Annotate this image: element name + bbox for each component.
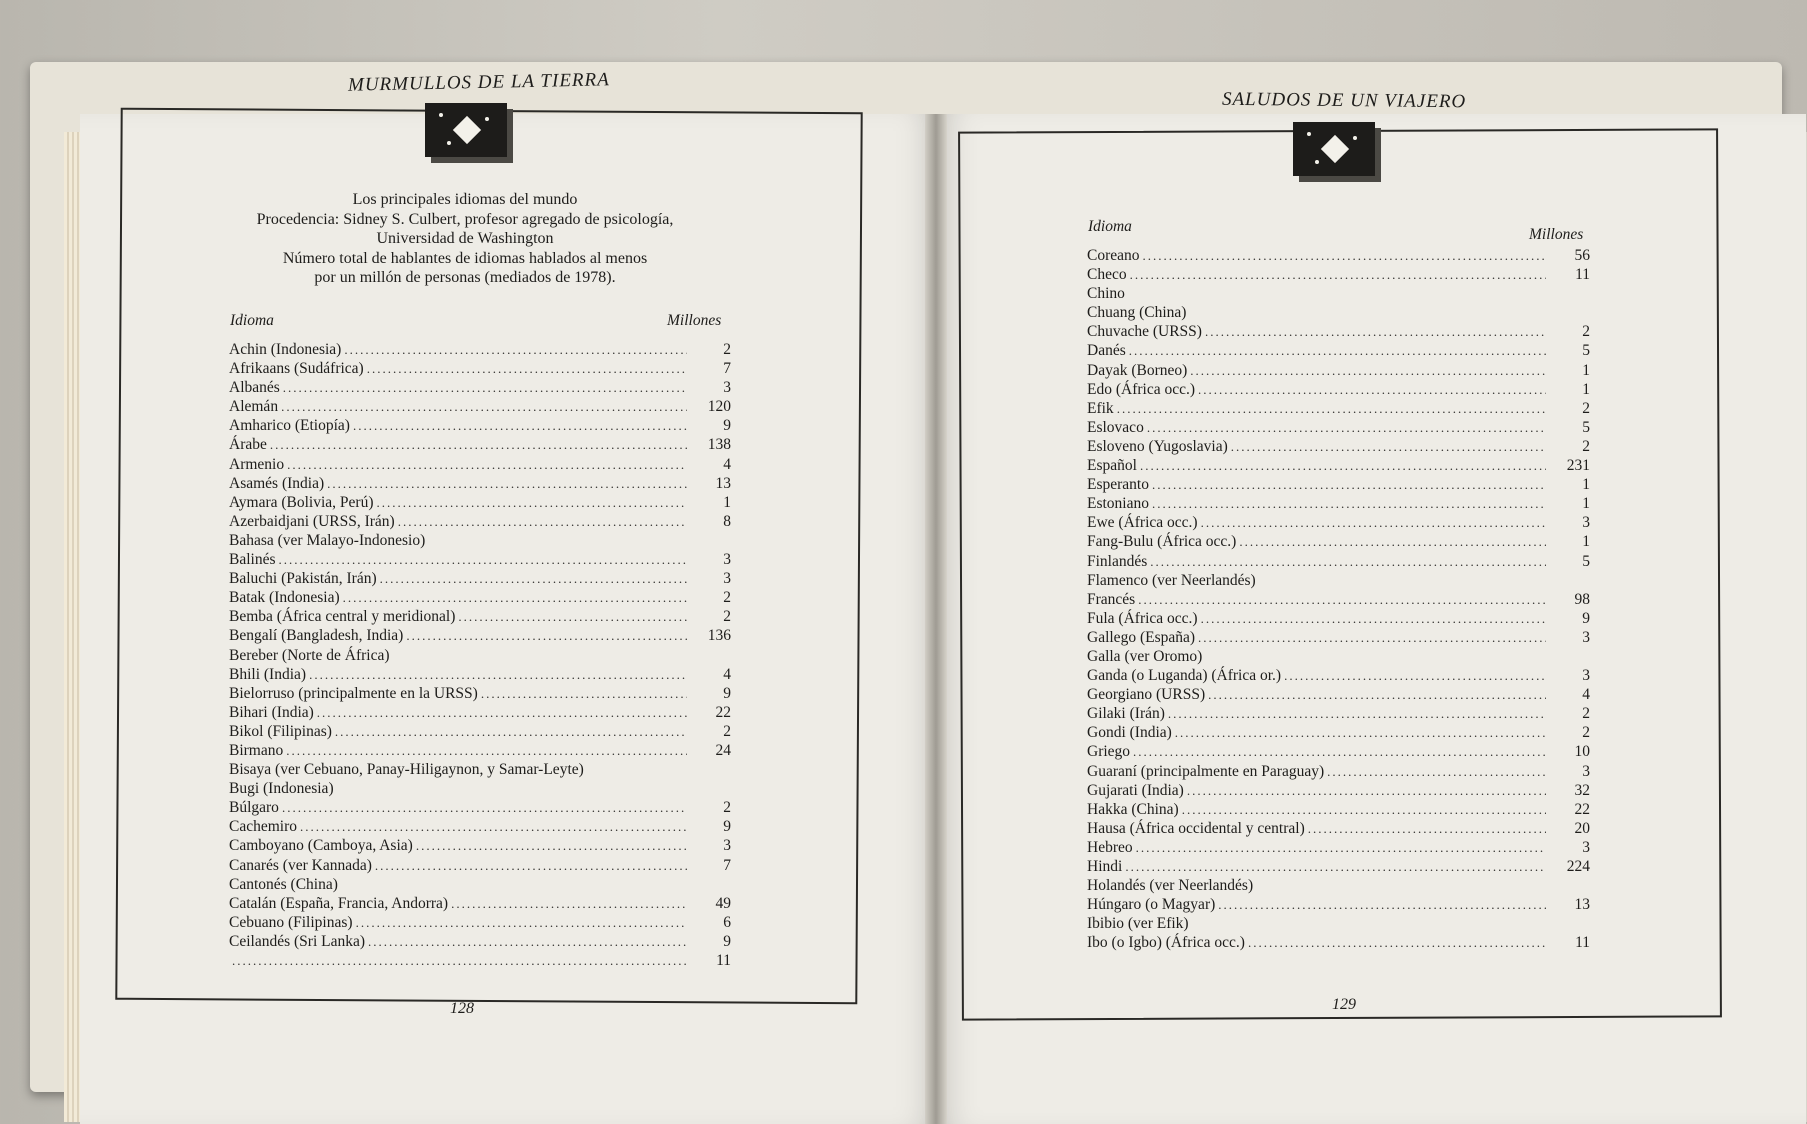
language-entry	[229, 951, 731, 970]
language-name: Bisaya (ver Cebuano, Panay-Hiligaynon, y Samar-Leyte)	[229, 761, 584, 779]
language-entry	[229, 913, 731, 932]
speakers-millions: 4	[1582, 686, 1590, 704]
star-emblem-icon	[1293, 122, 1375, 176]
speakers-millions: 56	[1574, 247, 1590, 264]
speakers-millions: 6	[723, 913, 731, 931]
speakers-millions: 3	[1582, 667, 1590, 685]
dot-leader	[1133, 742, 1546, 761]
speakers-millions: 3	[723, 551, 731, 569]
language-name: Finlandés	[1087, 552, 1148, 570]
right-page-number: 129	[1332, 996, 1356, 1013]
speakers-millions: 24	[715, 741, 731, 759]
language-entry	[229, 836, 731, 855]
language-name: Achin (Indonesia)	[229, 341, 342, 358]
language-name: Esloveno (Yugoslavia)	[1087, 437, 1228, 455]
language-entry	[1087, 895, 1590, 914]
language-name: Asamés (India)	[229, 474, 325, 492]
speakers-millions: 2	[723, 722, 731, 740]
speakers-millions: 49	[715, 894, 731, 912]
language-entry	[1087, 380, 1590, 399]
speakers-millions: 2	[723, 799, 731, 817]
language-name: Ibibio (ver Efik)	[1087, 915, 1189, 933]
language-entry	[229, 760, 731, 779]
language-name: Chino	[1087, 285, 1125, 303]
speakers-millions: 3	[723, 837, 731, 855]
dot-leader	[356, 913, 687, 932]
language-entry	[229, 646, 731, 665]
speakers-millions: 2	[1582, 437, 1590, 455]
language-name: Albanés	[229, 379, 280, 397]
speakers-millions: 224	[1566, 858, 1590, 875]
language-entry	[229, 684, 731, 703]
dot-leader	[406, 626, 687, 645]
dot-leader	[1138, 590, 1546, 609]
language-name: Cebuano (Filipinas)	[229, 913, 353, 931]
language-name: Fula (África occ.)	[1087, 609, 1198, 627]
dot-leader	[232, 951, 687, 970]
speakers-millions: 9	[1582, 609, 1590, 627]
language-entry	[1087, 857, 1590, 876]
language-entry	[1087, 933, 1590, 952]
language-entry	[229, 340, 731, 359]
language-entry	[229, 856, 731, 875]
language-entry	[1087, 819, 1590, 838]
language-entry	[229, 397, 731, 416]
book-spine	[925, 114, 947, 1124]
language-name: Bengalí (Bangladesh, India)	[229, 627, 404, 645]
language-name: Afrikaans (Sudáfrica)	[229, 360, 364, 378]
language-name: Holandés (ver Neerlandés)	[1087, 877, 1254, 895]
intro-line: Procedencia: Sidney S. Culbert, profesor agregado de psicología,	[256, 210, 674, 228]
speakers-millions: 120	[707, 398, 731, 416]
language-entry	[1087, 647, 1590, 666]
language-entry	[1087, 723, 1590, 742]
language-entry	[1087, 552, 1590, 571]
language-name: Bikol (Filipinas)	[229, 722, 332, 740]
language-name: Hausa (África occidental y central)	[1087, 819, 1305, 837]
dot-leader	[458, 607, 687, 626]
speakers-millions: 1	[1582, 380, 1590, 398]
dot-leader	[1130, 265, 1546, 284]
language-entry	[1087, 265, 1590, 284]
language-entry	[229, 798, 731, 817]
speakers-millions: 8	[723, 512, 731, 530]
dot-leader	[353, 416, 687, 435]
language-name: Gilaki (Irán)	[1087, 705, 1165, 723]
dot-leader	[1125, 857, 1546, 876]
language-entry	[1087, 513, 1590, 532]
intro-line: Número total de hablantes de idiomas hablados al menos	[282, 249, 648, 267]
language-name: Amharico (Etiopía)	[229, 417, 350, 435]
language-entry	[1087, 800, 1590, 819]
speakers-millions: 13	[715, 474, 731, 492]
language-entry	[229, 722, 731, 741]
speakers-millions: 13	[1574, 896, 1590, 914]
dot-leader	[317, 703, 687, 722]
dot-leader	[1231, 437, 1546, 456]
language-entry	[1087, 341, 1590, 360]
dot-leader	[1147, 418, 1546, 437]
dot-leader	[1168, 704, 1546, 723]
language-name: Gujarati (India)	[1087, 781, 1184, 799]
speakers-millions: 3	[1582, 762, 1590, 780]
language-entry	[229, 512, 731, 531]
dot-leader	[380, 569, 687, 588]
dot-leader	[1117, 399, 1546, 418]
language-name: Bihari (India)	[229, 703, 314, 721]
dot-leader	[1201, 513, 1546, 532]
language-name: Estoniano	[1087, 495, 1149, 513]
dot-leader	[1198, 380, 1546, 399]
speakers-millions: 2	[723, 589, 731, 607]
speakers-millions: 9	[723, 932, 731, 950]
language-entry	[1087, 742, 1590, 761]
dot-leader	[1150, 552, 1546, 571]
language-entry	[229, 588, 731, 607]
language-name: Gallego (España)	[1087, 628, 1196, 646]
dot-leader	[1239, 532, 1546, 551]
language-entry	[1087, 876, 1590, 895]
language-entry	[1087, 437, 1590, 456]
speakers-millions: 7	[723, 856, 731, 874]
dot-leader	[270, 435, 687, 454]
left-running-head: MURMULLOS DE LA TIERRA	[347, 69, 610, 96]
dot-leader	[300, 817, 687, 836]
speakers-millions: 7	[723, 360, 731, 378]
speakers-millions: 136	[707, 627, 731, 645]
language-entry	[1087, 418, 1590, 437]
language-entry	[1087, 532, 1590, 551]
right-language-list	[1087, 246, 1590, 952]
dot-leader	[1218, 895, 1546, 914]
language-entry	[229, 359, 731, 378]
language-name: Batak (Indonesia)	[229, 589, 340, 607]
dot-leader	[327, 474, 687, 493]
language-name: Cachemiro	[229, 818, 298, 836]
language-entry	[229, 455, 731, 474]
language-entry	[1087, 246, 1590, 265]
dot-leader	[1182, 800, 1546, 819]
intro-line: Universidad de Washington	[376, 230, 554, 247]
speakers-millions: 22	[715, 703, 731, 721]
language-name: Eslovaco	[1087, 418, 1144, 436]
speakers-millions: 2	[1582, 399, 1590, 417]
dot-leader	[1198, 628, 1546, 647]
language-name: Ceilandés (Sri Lanka)	[229, 932, 366, 950]
dot-leader	[1143, 246, 1546, 265]
language-name: Bereber (Norte de África)	[229, 646, 390, 664]
dot-leader	[1190, 361, 1546, 380]
speakers-millions: 2	[1582, 323, 1590, 341]
dot-leader	[1152, 494, 1546, 513]
language-name: Ganda (o Luganda) (África or.)	[1087, 667, 1282, 685]
language-name: Georgiano (URSS)	[1087, 686, 1206, 704]
language-name: Chuvache (URSS)	[1087, 323, 1202, 341]
dot-leader	[286, 741, 687, 760]
language-entry	[229, 665, 731, 684]
language-entry	[1087, 456, 1590, 475]
language-name: Flamenco (ver Neerlandés)	[1087, 571, 1256, 589]
language-entry	[1087, 361, 1590, 380]
speakers-millions: 3	[1582, 514, 1590, 532]
language-name: Edo (África occ.)	[1087, 380, 1196, 398]
language-name: Birmano	[229, 741, 284, 759]
language-entry	[1087, 704, 1590, 723]
dot-leader	[375, 856, 687, 875]
dot-leader	[398, 512, 687, 531]
language-name: Español	[1087, 457, 1137, 475]
language-name: Baluchi (Pakistán, Irán)	[229, 570, 377, 588]
language-name: Catalán (España, Francia, Andorra)	[229, 894, 449, 912]
language-name: Canarés (ver Kannada)	[229, 856, 372, 874]
speakers-millions: 98	[1574, 590, 1590, 608]
language-name: Efik	[1087, 399, 1114, 417]
speakers-millions: 2	[1582, 705, 1590, 723]
right-running-head: SALUDOS DE UN VIAJERO	[1221, 88, 1467, 113]
language-entry	[229, 569, 731, 588]
language-name: Bahasa (ver Malayo-Indonesio)	[229, 531, 426, 549]
language-entry	[229, 741, 731, 760]
speakers-millions: 10	[1574, 743, 1590, 761]
language-name: Francés	[1087, 590, 1136, 608]
language-name: Balinés	[229, 551, 276, 569]
dot-leader	[279, 550, 688, 569]
dot-leader	[309, 665, 687, 684]
table-intro	[225, 190, 705, 288]
speakers-millions: 2	[723, 341, 731, 358]
language-name: Bugi (Indonesia)	[229, 780, 334, 798]
left-column-header-language: Idioma	[230, 312, 274, 329]
speakers-millions: 4	[723, 665, 731, 683]
speakers-millions: 11	[1575, 266, 1590, 284]
dot-leader	[282, 798, 687, 817]
language-entry	[229, 875, 731, 894]
dot-leader	[416, 836, 687, 855]
dot-leader	[1129, 341, 1546, 360]
dot-leader	[481, 684, 687, 703]
language-name: Cantonés (China)	[229, 875, 338, 893]
left-column-header-millions: Millones	[667, 312, 722, 329]
dot-leader	[1327, 762, 1546, 781]
dot-leader	[281, 397, 687, 416]
language-entry	[229, 817, 731, 836]
language-name: Galla (ver Oromo)	[1087, 647, 1203, 665]
language-entry	[229, 493, 731, 512]
language-name: Aymara (Bolivia, Perú)	[229, 493, 374, 511]
language-entry	[1087, 322, 1590, 341]
language-entry	[1087, 284, 1590, 303]
dot-leader	[368, 932, 687, 951]
language-name: Hindi	[1087, 858, 1123, 875]
language-name: Camboyano (Camboya, Asia)	[229, 837, 413, 855]
language-entry	[229, 378, 731, 397]
speakers-millions: 20	[1574, 819, 1590, 837]
speakers-millions: 231	[1566, 457, 1590, 475]
language-name: Bielorruso (principalmente en la URSS)	[229, 684, 478, 702]
speakers-millions: 5	[1582, 342, 1590, 360]
intro-line: por un millón de personas (mediados de 1978).	[314, 269, 616, 286]
language-entry	[1087, 666, 1590, 685]
language-entry	[1087, 838, 1590, 857]
left-page-number: 128	[450, 1000, 474, 1017]
speakers-millions: 11	[1575, 934, 1590, 952]
language-name: Hebreo	[1087, 838, 1133, 856]
intro-line: Los principales idiomas del mundo	[352, 191, 578, 208]
speakers-millions: 3	[1582, 628, 1590, 646]
speakers-millions: 1	[1582, 476, 1590, 494]
dot-leader	[377, 493, 688, 512]
dot-leader	[1308, 819, 1546, 838]
language-entry	[1087, 609, 1590, 628]
language-entry	[1087, 762, 1590, 781]
language-entry	[1087, 590, 1590, 609]
language-entry	[229, 474, 731, 493]
language-entry	[229, 703, 731, 722]
language-entry	[229, 932, 731, 951]
language-name: Azerbaidjani (URSS, Irán)	[229, 512, 395, 530]
speakers-millions: 22	[1574, 800, 1590, 818]
dot-leader	[335, 722, 687, 741]
dot-leader	[1140, 456, 1546, 475]
speakers-millions: 4	[723, 455, 731, 473]
dot-leader	[1284, 666, 1546, 685]
left-language-list	[229, 340, 731, 970]
dot-leader	[1152, 475, 1546, 494]
language-name: Checo	[1087, 266, 1127, 284]
language-entry	[229, 416, 731, 435]
dot-leader	[1175, 723, 1546, 742]
language-name: Bhili (India)	[229, 665, 307, 683]
language-name: Hakka (China)	[1087, 800, 1179, 818]
speakers-millions: 3	[723, 570, 731, 588]
language-name: Danés	[1087, 342, 1126, 360]
speakers-millions: 2	[723, 608, 731, 626]
language-name: Gondi (India)	[1087, 724, 1172, 742]
language-entry	[1087, 914, 1590, 933]
language-name: Coreano	[1087, 247, 1140, 264]
dot-leader	[1136, 838, 1546, 857]
language-name: Fang-Bulu (África occ.)	[1087, 533, 1237, 551]
language-name: Alemán	[229, 398, 279, 416]
language-entry	[1087, 685, 1590, 704]
star-emblem-icon	[425, 103, 507, 157]
speakers-millions: 3	[723, 379, 731, 397]
speakers-millions: 1	[1582, 495, 1590, 513]
language-entry	[229, 531, 731, 550]
dot-leader	[343, 588, 687, 607]
dot-leader	[344, 340, 687, 359]
dot-leader	[1205, 322, 1546, 341]
speakers-millions: 32	[1574, 781, 1590, 799]
language-entry	[1087, 781, 1590, 800]
speakers-millions: 9	[723, 417, 731, 435]
language-entry	[1087, 303, 1590, 322]
dot-leader	[287, 455, 687, 474]
dot-leader	[1208, 685, 1546, 704]
language-name: Griego	[1087, 743, 1131, 761]
language-name: Chuang (China)	[1087, 304, 1187, 322]
speakers-millions: 1	[1582, 361, 1590, 379]
right-column-header-millions: Millones	[1529, 226, 1584, 243]
language-name: Ewe (África occ.)	[1087, 514, 1198, 532]
speakers-millions: 3	[1582, 838, 1590, 856]
dot-leader	[283, 378, 687, 397]
dot-leader	[1248, 933, 1546, 952]
speakers-millions: 1	[1582, 533, 1590, 551]
right-column-header-language: Idioma	[1088, 218, 1132, 235]
language-name: Dayak (Borneo)	[1087, 361, 1188, 379]
dot-leader	[1187, 781, 1546, 800]
dot-leader	[367, 359, 687, 378]
language-name: Árabe	[229, 436, 267, 454]
language-name: Guaraní (principalmente en Paraguay)	[1087, 762, 1325, 780]
language-entry	[1087, 475, 1590, 494]
dot-leader	[1201, 609, 1546, 628]
language-name: Bemba (África central y meridional)	[229, 608, 456, 626]
language-name: Ibo (o Igbo) (África occ.)	[1087, 934, 1245, 952]
language-entry	[1087, 571, 1590, 590]
speakers-millions: 1	[723, 493, 731, 511]
language-entry	[1087, 628, 1590, 647]
speakers-millions: 138	[707, 436, 731, 454]
language-entry	[229, 779, 731, 798]
speakers-millions: 9	[723, 684, 731, 702]
language-name: Búlgaro	[229, 799, 279, 817]
language-entry	[1087, 494, 1590, 513]
language-entry	[229, 435, 731, 454]
language-entry	[229, 550, 731, 569]
speakers-millions: 2	[1582, 724, 1590, 742]
language-name: Armenio	[229, 455, 285, 473]
language-name: Esperanto	[1087, 476, 1149, 494]
language-entry	[229, 894, 731, 913]
speakers-millions: 5	[1582, 418, 1590, 436]
language-entry	[1087, 399, 1590, 418]
speakers-millions: 5	[1582, 552, 1590, 570]
speakers-millions: 9	[723, 818, 731, 836]
speakers-millions: 11	[716, 952, 731, 969]
dot-leader	[451, 894, 687, 913]
language-entry	[229, 626, 731, 645]
language-entry	[229, 607, 731, 626]
language-name: Húngaro (o Magyar)	[1087, 896, 1216, 914]
